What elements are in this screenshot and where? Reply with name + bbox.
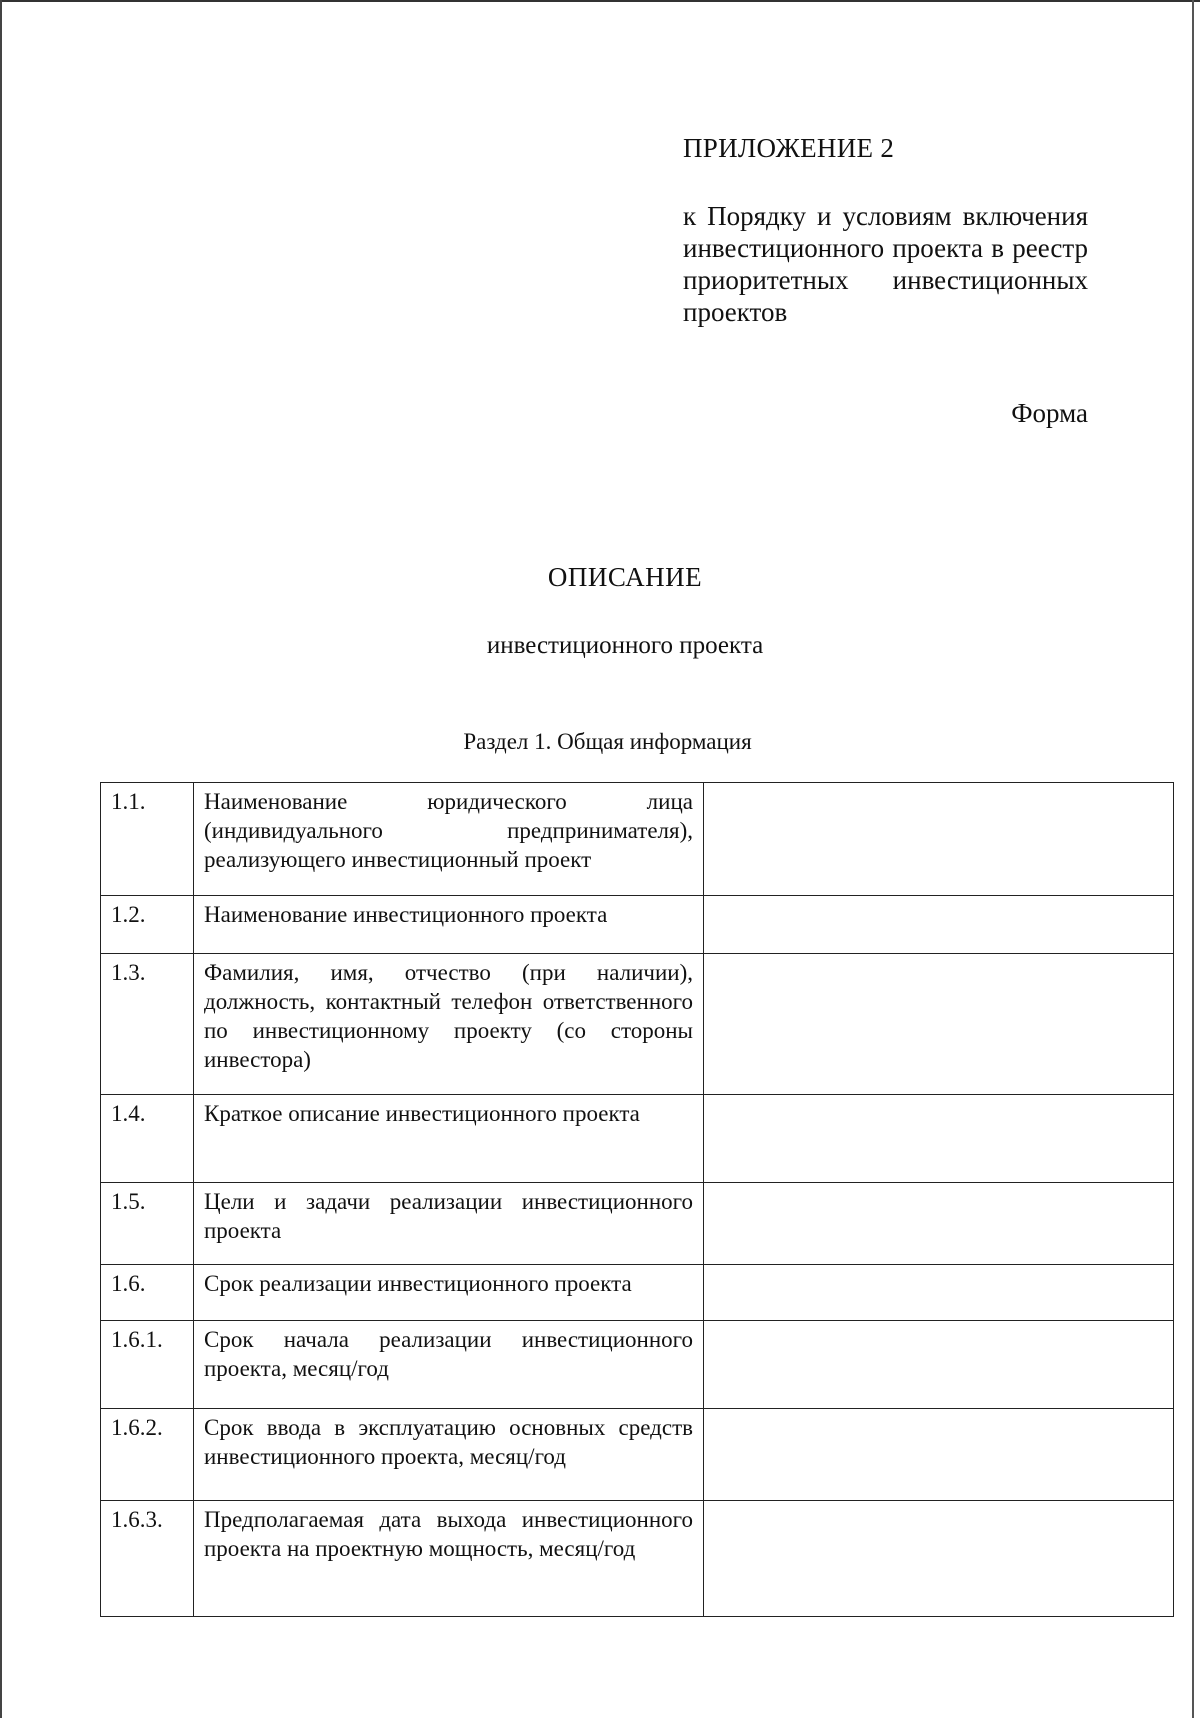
table-row — [101, 1095, 1174, 1183]
form-label: Форма — [1011, 398, 1088, 428]
table-row — [101, 1183, 1174, 1265]
page-edge-left — [0, 0, 2, 1718]
row-value-field[interactable] — [704, 1095, 1174, 1183]
row-number: 1.4. — [101, 1095, 194, 1183]
row-label: Наименование юридического лица (индивидуального предпринимателя), реализующего инвестиционный проект — [194, 783, 704, 896]
table-row — [101, 954, 1174, 1095]
table-row — [101, 1321, 1174, 1409]
row-label: Срок начала реализации инвестиционного проекта, месяц/год — [194, 1321, 704, 1409]
section-title: Раздел 1. Общая информация — [463, 729, 752, 754]
row-number: 1.1. — [101, 783, 194, 896]
row-number: 1.6. — [101, 1265, 194, 1321]
row-value-field[interactable] — [704, 783, 1174, 896]
row-value-field[interactable] — [704, 1265, 1174, 1321]
row-number: 1.6.2. — [101, 1409, 194, 1501]
row-label: Краткое описание инвестиционного проекта — [194, 1095, 704, 1183]
page-edge-top — [0, 0, 1200, 2]
appendix-title: ПРИЛОЖЕНИЕ 2 — [683, 133, 895, 163]
row-number: 1.3. — [101, 954, 194, 1095]
row-number: 1.5. — [101, 1183, 194, 1265]
table-row — [101, 1409, 1174, 1501]
row-value-field[interactable] — [704, 1409, 1174, 1501]
table-row — [101, 896, 1174, 954]
row-value-field[interactable] — [704, 1321, 1174, 1409]
row-value-field[interactable] — [704, 1183, 1174, 1265]
table-row — [101, 1501, 1174, 1617]
row-number: 1.6.3. — [101, 1501, 194, 1617]
table-row — [101, 1265, 1174, 1321]
row-label: Срок реализации инвестиционного проекта — [194, 1265, 704, 1321]
row-label: Цели и задачи реализации инвестиционного проекта — [194, 1183, 704, 1265]
table-row — [101, 783, 1174, 896]
document-title: ОПИСАНИЕ — [547, 562, 703, 592]
general-info-table — [100, 782, 1174, 1617]
row-number: 1.6.1. — [101, 1321, 194, 1409]
row-label: Срок ввода в эксплуатацию основных средств инвестиционного проекта, месяц/год — [194, 1409, 704, 1501]
row-value-field[interactable] — [704, 896, 1174, 954]
row-label: Фамилия, имя, отчество (при наличии), должность, контактный телефон ответственного по инвестиционному проекту (со стороны инвестора) — [194, 954, 704, 1095]
document-subtitle: инвестиционного проекта — [486, 632, 764, 659]
row-value-field[interactable] — [704, 1501, 1174, 1617]
row-number: 1.2. — [101, 896, 194, 954]
row-label: Предполагаемая дата выхода инвестиционного проекта на проектную мощность, месяц/год — [194, 1501, 704, 1617]
appendix-reference: к Порядку и условиям включения инвестиционного проекта в реестр приоритетных инвестиционных проектов — [683, 201, 1088, 327]
row-value-field[interactable] — [704, 954, 1174, 1095]
page-edge-right — [1192, 0, 1194, 1718]
row-label: Наименование инвестиционного проекта — [194, 896, 704, 954]
